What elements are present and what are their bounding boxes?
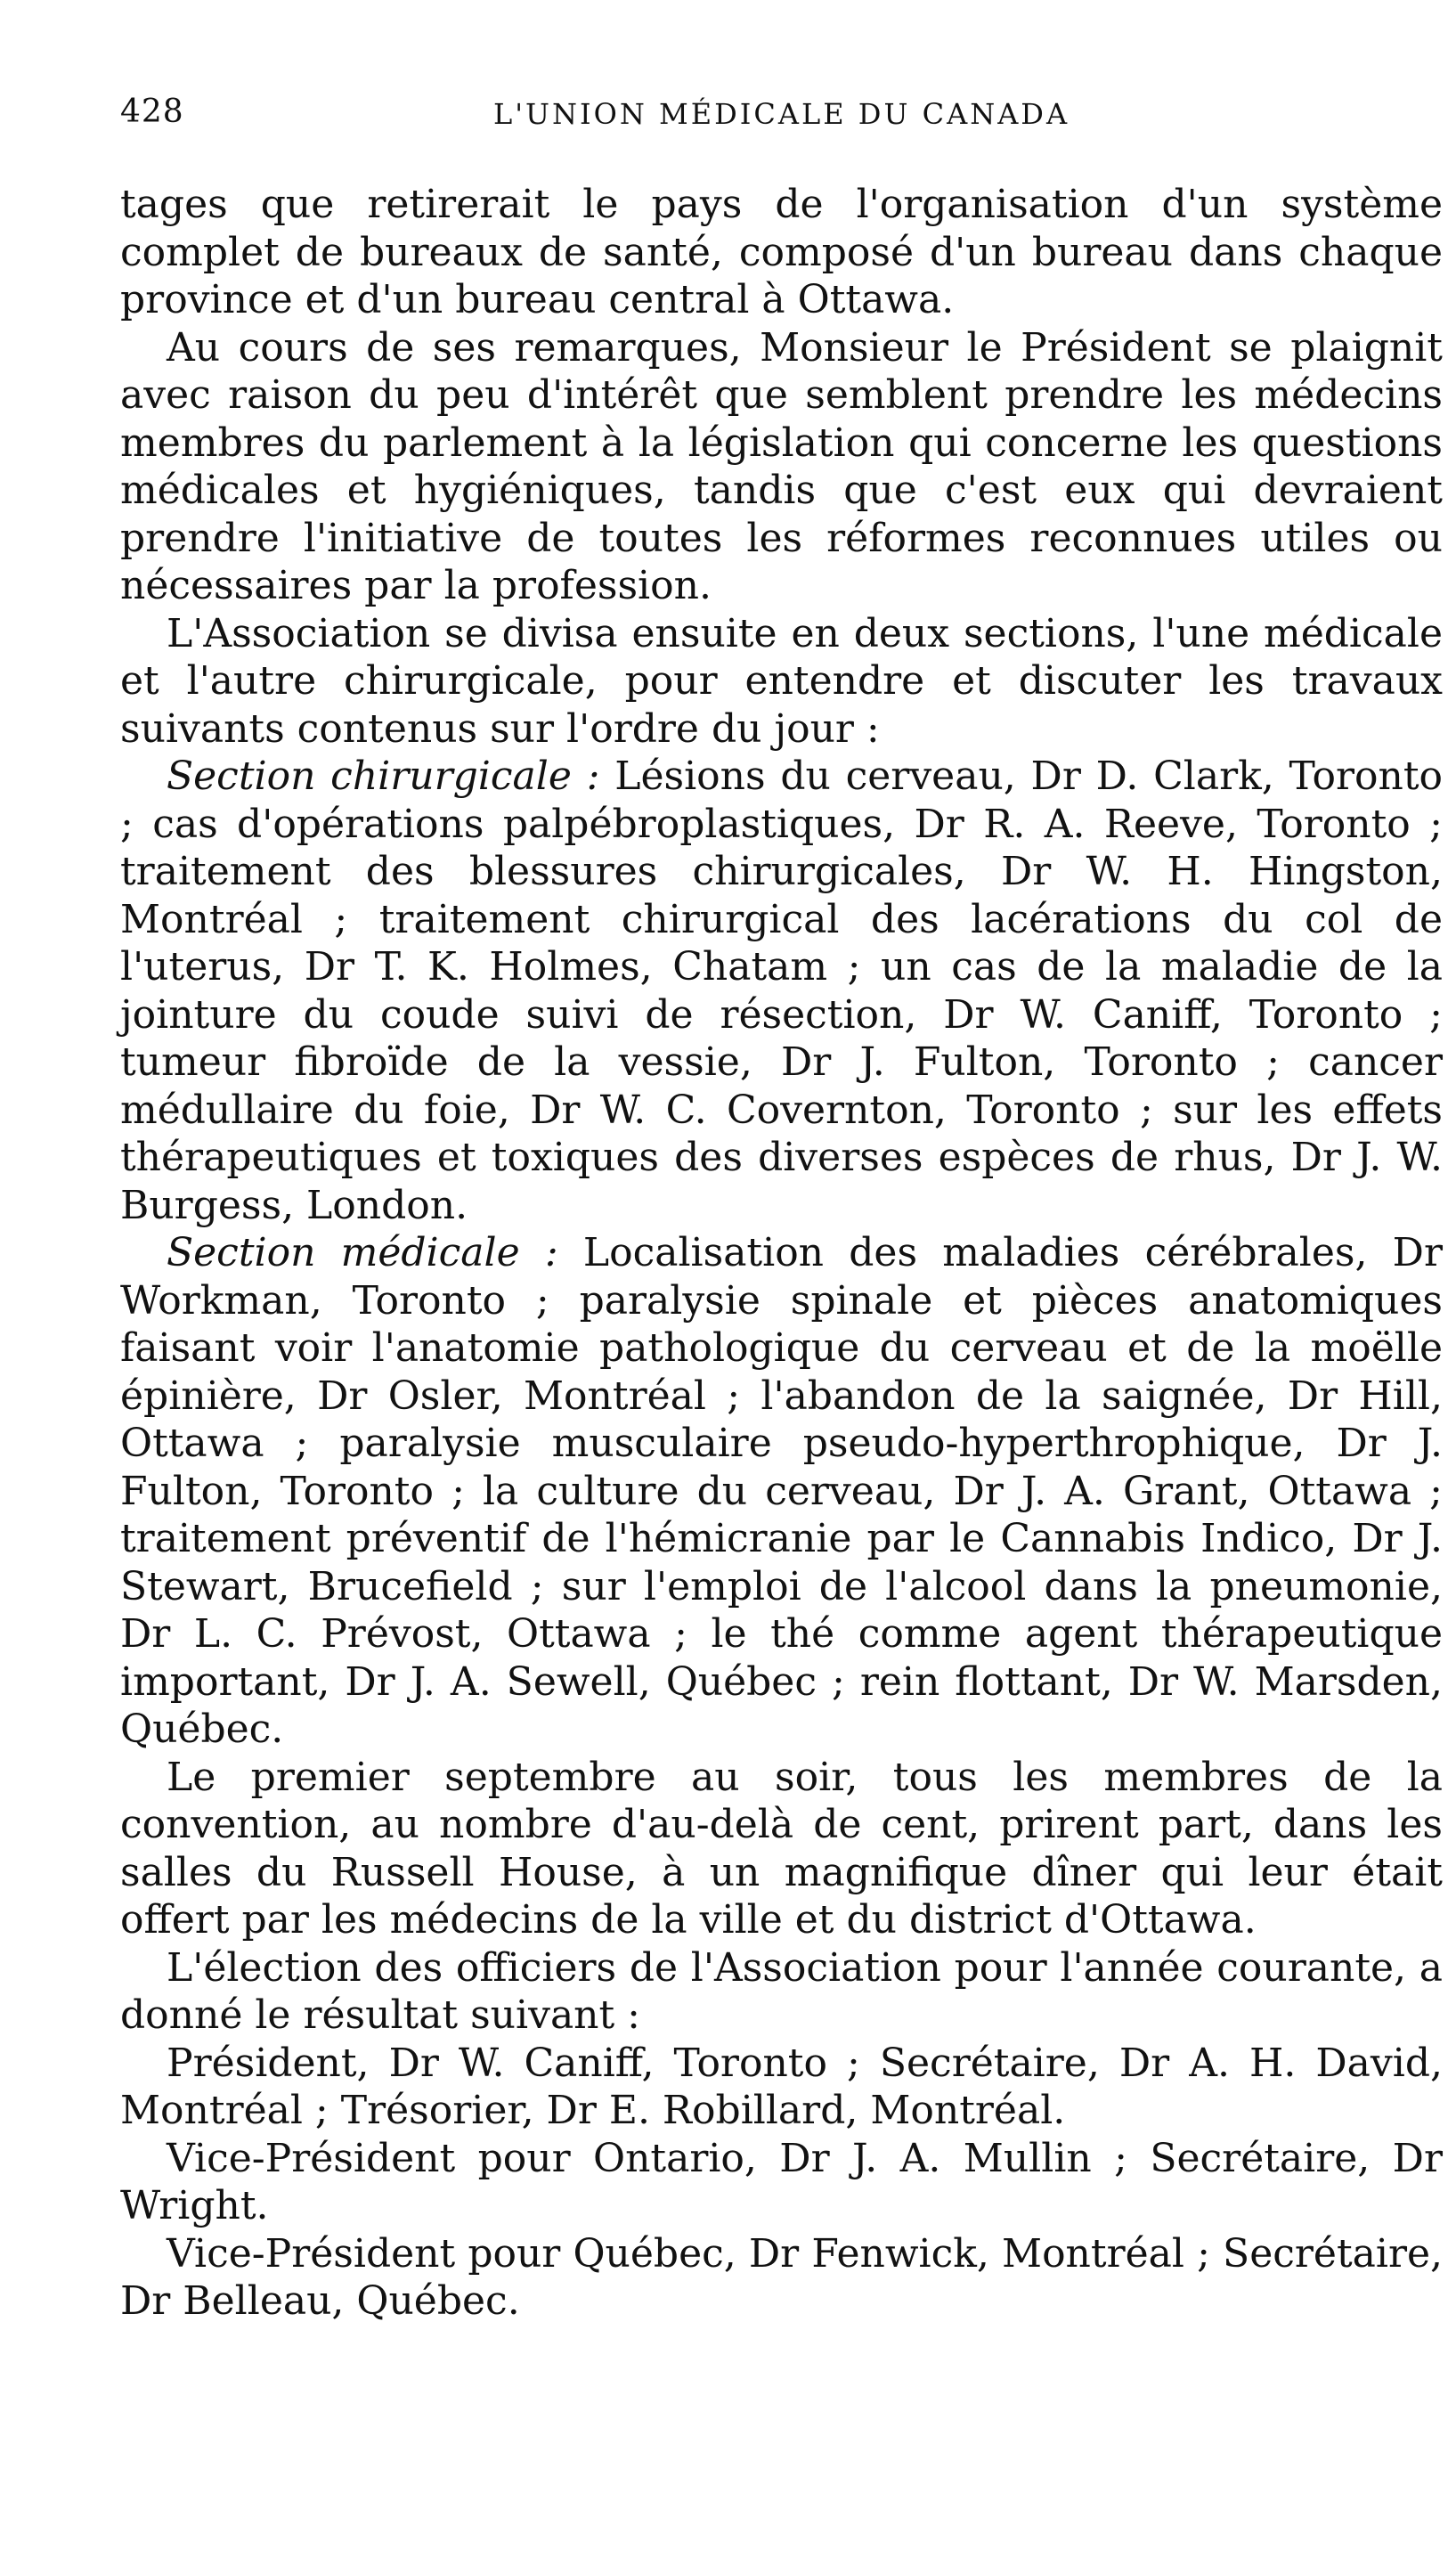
paragraph-text: Au cours de ses remarques, Monsieur le Président se plaignit avec raison du peu d'intérêt que semblent prendre les médecins membres du parlement à la législation qui concerne les questions médicales et hygiéniques, tandis que c'est eux qui devraient prendre l'initiative de toutes les réformes reconnues utiles ou nécessaires par la profession.	[120, 324, 1443, 608]
paragraph-continuation	[120, 181, 1443, 324]
paragraph-text: tages que retirerait le pays de l'organisation d'un système complet de bureaux de santé, composé d'un bureau dans chaque province et d'un bureau central à Ottawa.	[120, 182, 1443, 322]
page-number: 428	[120, 94, 184, 130]
paragraph-sections-intro	[120, 610, 1443, 754]
body-text	[120, 181, 1443, 2326]
paragraph-dinner	[120, 1754, 1443, 1944]
paragraph-text: Localisation des maladies cérébrales, Dr Workman, Toronto ; paralysie spinale et pièces anatomiques faisant voir l'anatomie pathologique du cerveau et de la moëlle épinière, Dr Osler, Montréal ; l'abandon de la saignée, Dr Hill, Ottawa ; paralysie musculaire pseudo-hyperthrophique, Dr J. Fulton, Toronto ; la culture du cerveau, Dr J. A. Grant, Ottawa ; traitement préventif de l'hémicranie par le Cannabis Indico, Dr J. Stewart, Brucefield ; sur l'emploi de l'alcool dans la pneumonie, Dr L. C. Prévost, Ottawa ; le thé comme agent thérapeutique important, Dr J. A. Sewell, Québec ; rein flottant, Dr W. Marsden, Québec.	[120, 1230, 1443, 1752]
section-title-medicale: Section médicale :	[167, 1230, 558, 1275]
paragraph-officers-quebec	[120, 2230, 1443, 2326]
book-page	[120, 94, 1443, 2326]
paragraph-election	[120, 1944, 1443, 2040]
paragraph-officers-president	[120, 2040, 1443, 2135]
paragraph-text: Président, Dr W. Caniff, Toronto ; Secrétaire, Dr A. H. David, Montréal ; Trésorier, Dr E. Robillard, Montréal.	[120, 2040, 1443, 2133]
page-header	[120, 94, 1443, 147]
section-title-chirurgicale: Section chirurgicale :	[167, 754, 600, 799]
running-title: L'UNION MÉDICALE DU CANADA	[492, 97, 1070, 131]
paragraph-section-medicale	[120, 1229, 1443, 1754]
paragraph-text: Vice-Président pour Ontario, Dr J. A. Mullin ; Secrétaire, Dr Wright.	[120, 2135, 1443, 2228]
paragraph-section-chirurgicale	[120, 753, 1443, 1229]
paragraph-text: Vice-Président pour Québec, Dr Fenwick, Montréal ; Secrétaire, Dr Belleau, Québec.	[120, 2230, 1443, 2324]
paragraph-officers-ontario	[120, 2135, 1443, 2230]
paragraph-text: L'Association se divisa ensuite en deux sections, l'une médicale et l'autre chirurgicale, pour entendre et discuter les travaux suivants contenus sur l'ordre du jour :	[120, 610, 1443, 752]
paragraph-president-remarks	[120, 324, 1443, 610]
paragraph-text: Le premier septembre au soir, tous les membres de la convention, au nombre d'au-delà de cent, prirent part, dans les salles du Russell House, à un magnifique dîner qui leur était offert par les médecins de la ville et du district d'Ottawa.	[120, 1754, 1443, 1943]
paragraph-text: Lésions du cerveau, Dr D. Clark, Toronto ; cas d'opérations palpébroplastiques, Dr R. A. Reeve, Toronto ; traitement des blessures chirurgicales, Dr W. H. Hingston, Montréal ; traitement chirurgical des lacérations du col de l'uterus, Dr T. K. Holmes, Chatam ; un cas de la maladie de la jointure du coude suivi de résection, Dr W. Caniff, Toronto ; tumeur fibroïde de la vessie, Dr J. Fulton, Toronto ; cancer médullaire du foie, Dr W. C. Covernton, Toronto ; sur les effets thérapeutiques et toxiques des diverses espèces de rhus, Dr J. W. Burgess, London.	[120, 754, 1443, 1228]
paragraph-text: L'élection des officiers de l'Association pour l'année courante, a donné le résultat suivant :	[120, 1944, 1443, 2038]
